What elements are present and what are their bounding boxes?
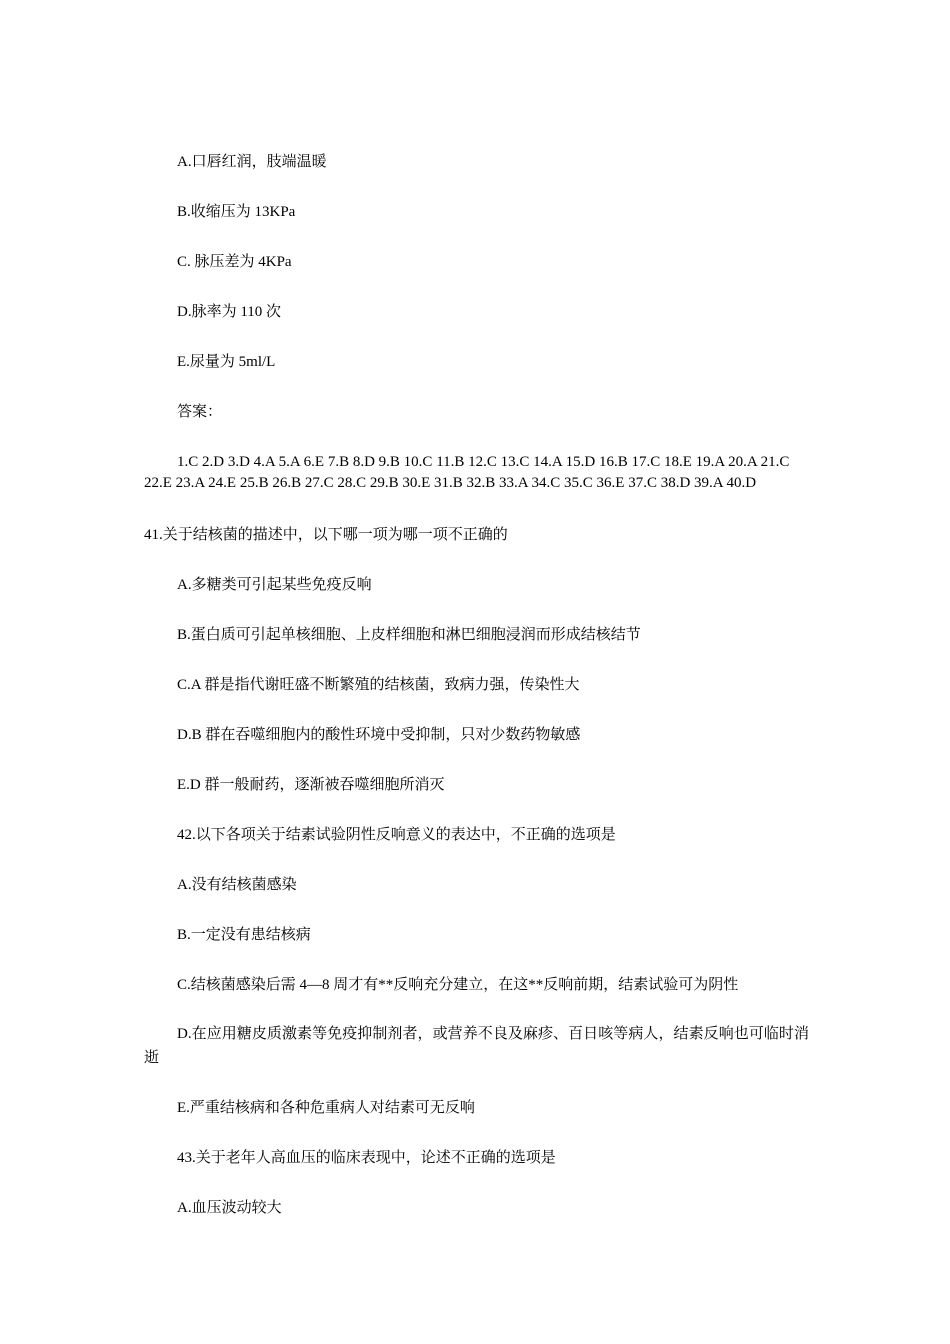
question-42-option-b: B.一定没有患结核病 [177,927,311,943]
question-41-option-e: E.D 群一般耐药，逐渐被吞噬细胞所消灭 [177,777,445,793]
question-43-option-a: A.血压波动较大 [177,1200,282,1216]
option-c-pulse-pressure: C. 脉压差为 4KPa [177,254,292,270]
question-43: 43.关于老年人高血压的临床表现中，论述不正确的选项是 [177,1150,556,1166]
answer-key: 1.C 2.D 3.D 4.A 5.A 6.E 7.B 8.D 9.B 10.C 11.B 12.C 13.C 14.A 15.D 16.B 17.C 18.E 19.A 20.A 21.C 22.E 23.A 24.E 25.B 26.B 27.C 28.C 29.B 30.E 31.B 32.B 33.A 34.C 35.C 36.E 37.C 38.D 39.A 40.D [144,454,790,491]
question-41-option-a: A.多糖类可引起某些免疫反响 [177,577,372,593]
question-42-option-a: A.没有结核菌感染 [177,877,297,893]
option-a-lips: A.口唇红润，肢端温暖 [177,154,327,170]
question-41: 41.关于结核菌的描述中，以下哪一项为哪一项不正确的 [144,527,508,543]
question-41-option-d: D.B 群在吞噬细胞内的酸性环境中受抑制，只对少数药物敏感 [177,727,581,743]
question-42-option-e: E.严重结核病和各种危重病人对结素可无反响 [177,1100,475,1116]
option-b-systolic: B.收缩压为 13KPa [177,204,296,220]
question-42-option-d: D.在应用糖皮质激素等免疫抑制剂者，或营养不良及麻疹、百日咳等病人，结素反响也可临时消逝 [144,1026,809,1066]
question-42: 42.以下各项关于结素试验阴性反响意义的表达中，不正确的选项是 [177,827,616,843]
option-e-urine: E.尿量为 5ml/L [177,354,276,370]
answers-heading: 答案： [177,404,223,420]
question-42-option-c: C.结核菌感染后需 4—8 周才有**反响充分建立，在这**反响前期，结素试验可为阴性 [177,977,739,993]
option-d-pulse-rate: D.脉率为 110 次 [177,304,282,320]
question-41-option-c: C.A 群是指代谢旺盛不断繁殖的结核菌，致病力强，传染性大 [177,677,580,693]
question-41-option-b: B.蛋白质可引起单核细胞、上皮样细胞和淋巴细胞浸润而形成结核结节 [177,627,641,643]
